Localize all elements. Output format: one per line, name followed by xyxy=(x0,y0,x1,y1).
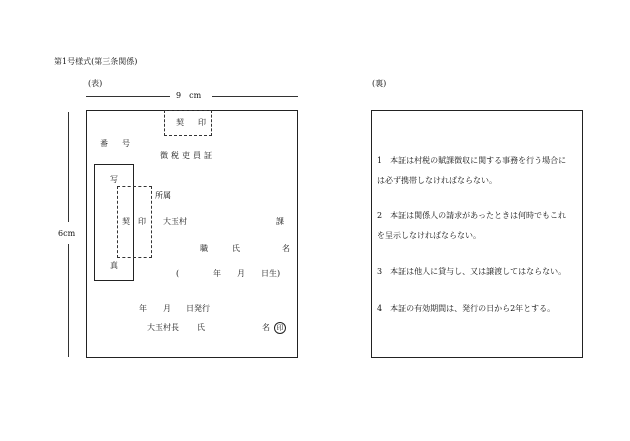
mayor-name-label: 氏 xyxy=(197,323,205,332)
back-label: (裏) xyxy=(372,79,387,88)
width-dimension-line-right xyxy=(212,96,298,97)
affiliation-label: 所属 xyxy=(155,191,171,200)
height-dimension: 6cm xyxy=(58,229,76,238)
height-dimension-line-bottom xyxy=(68,244,69,357)
mayor-name-suffix: 名 xyxy=(262,323,270,332)
number-label: 番 号 xyxy=(100,139,133,148)
name-label: 氏 xyxy=(232,244,240,253)
birth-year: 年 xyxy=(213,269,221,278)
birth-month: 月 xyxy=(237,269,245,278)
card-title: 徴税吏員証 xyxy=(160,151,215,160)
back-item-3: 3 本証は他人に貸与し、又は譲渡してはならない。 xyxy=(377,267,567,276)
back-item-2-line-2: を呈示しなければならない。 xyxy=(377,231,481,240)
birth-day: 日生) xyxy=(261,269,281,278)
back-item-2-line-1: 2 本証は関係人の請求があったときは何時でもこれ xyxy=(377,211,567,220)
height-dimension-line-top xyxy=(68,112,69,222)
form-title: 第1号様式(第三条関係) xyxy=(54,57,138,66)
back-item-4: 4 本証の有効期間は、発行の日から2年とする。 xyxy=(377,304,556,313)
photo-label-bottom: 真 xyxy=(110,261,118,270)
village-name: 大玉村 xyxy=(163,217,187,226)
width-dimension: 9 cm xyxy=(176,91,202,100)
mayor-seal-stamp: 印 xyxy=(274,322,286,334)
job-title-label: 職 xyxy=(200,244,208,253)
seal-top-label: 契 印 xyxy=(176,118,209,127)
birth-open-paren: ( xyxy=(176,269,180,278)
name-suffix: 名 xyxy=(282,244,290,253)
seal-side-char-1: 契 xyxy=(122,217,130,226)
photo-label-top: 写 xyxy=(110,175,118,184)
seal-side-char-2: 印 xyxy=(138,217,146,226)
issue-day: 日発行 xyxy=(186,304,210,313)
front-label: (表) xyxy=(88,79,103,88)
mayor-title: 大玉村長 xyxy=(147,323,179,332)
issue-year: 年 xyxy=(139,304,147,313)
back-item-1-line-2: は必ず携帯しなければならない。 xyxy=(377,176,497,185)
section-label: 課 xyxy=(276,217,284,226)
issue-month: 月 xyxy=(163,304,171,313)
width-dimension-line-left xyxy=(86,96,170,97)
back-item-1-line-1: 1 本証は村税の賦課徴収に関する事務を行う場合に xyxy=(377,156,567,165)
